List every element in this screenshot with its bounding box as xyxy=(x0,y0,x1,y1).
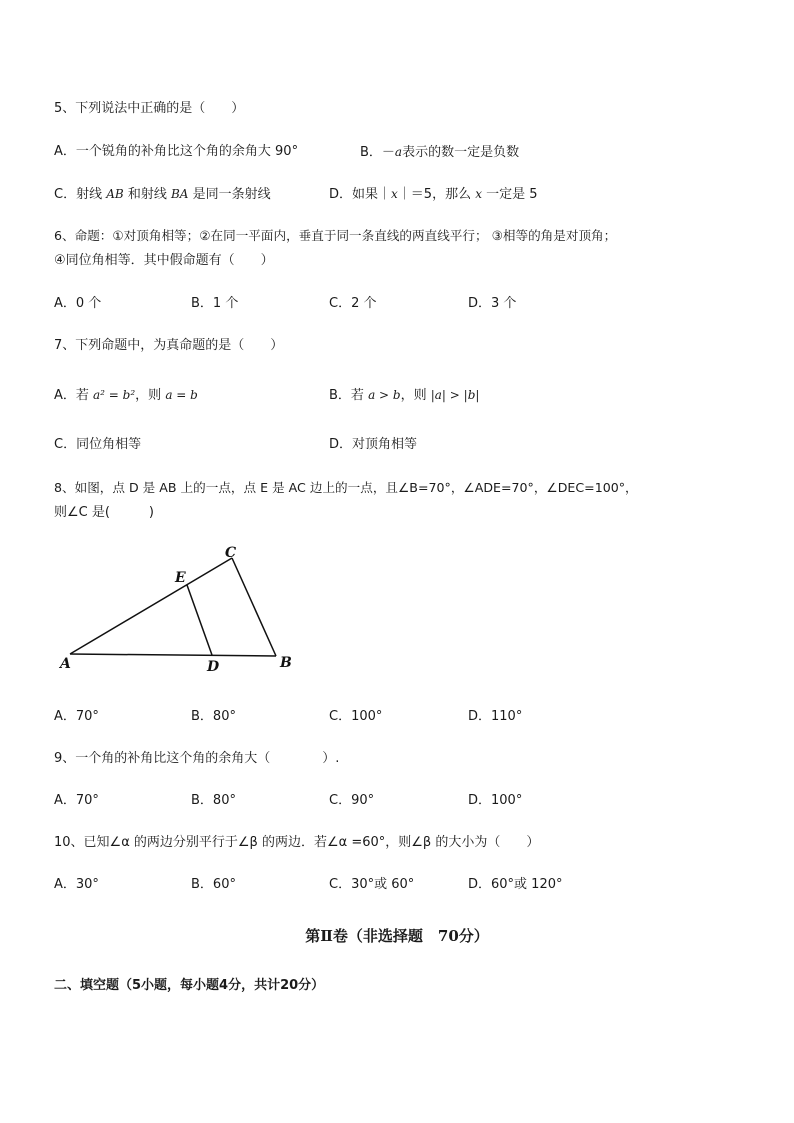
q6-option-b: B．1 个 xyxy=(191,296,239,311)
segment-cb xyxy=(232,558,276,656)
part-title: 二、填空题（5小题，每小题4分，共计20分） xyxy=(54,978,325,993)
q7-stem: 7、下列命题中，为真命题的是（ ） xyxy=(54,338,284,353)
q10-option-d: D．60°或 120° xyxy=(468,877,563,892)
segment-ac xyxy=(70,558,232,654)
q7-option-c: C．同位角相等 xyxy=(54,437,142,452)
q9-stem: 9、一个角的补角比这个角的余角大（ ）. xyxy=(54,751,340,766)
q10-option-a: A．30° xyxy=(54,877,99,892)
label-c: C xyxy=(225,545,237,561)
q6-stem-line2: ④同位角相等．其中假命题有（ ） xyxy=(54,253,274,268)
q10-option-b: B．60° xyxy=(191,877,236,892)
label-e: E xyxy=(175,570,186,586)
label-b: B xyxy=(280,655,292,671)
q7-option-b: B．若 a > b，则 |a| > |b| xyxy=(329,388,480,403)
q5-option-d: D．如果｜x｜＝5，那么 x 一定是 5 xyxy=(329,187,538,202)
q10-option-c: C．30°或 60° xyxy=(329,877,415,892)
triangle-figure xyxy=(50,540,310,680)
q8-option-a: A．70° xyxy=(54,709,99,724)
q10-stem: 10、已知∠α 的两边分别平行于∠β 的两边．若∠α =60°，则∠β 的大小为（ ） xyxy=(54,835,540,850)
q8-stem-line2: 则∠C 是( ) xyxy=(54,505,155,520)
q5-option-b: B．－a表示的数一定是负数 xyxy=(360,145,520,160)
q6-option-d: D．3 个 xyxy=(468,296,517,311)
q8-option-c: C．100° xyxy=(329,709,383,724)
q6-option-a: A．0 个 xyxy=(54,296,102,311)
q9-option-a: A．70° xyxy=(54,793,99,808)
label-a: A xyxy=(60,656,71,672)
q9-option-d: D．100° xyxy=(468,793,523,808)
q5-option-a: A．一个锐角的补角比这个角的余角大 90° xyxy=(54,144,299,159)
q8-option-d: D．110° xyxy=(468,709,523,724)
q7-option-a: A．若 a² = b²，则 a = b xyxy=(54,388,198,403)
segment-ab xyxy=(70,654,276,656)
section-title: 第Ⅱ卷（非选择题 70分） xyxy=(305,927,489,945)
q6-option-c: C．2 个 xyxy=(329,296,377,311)
q8-option-b: B．80° xyxy=(191,709,236,724)
q6-stem-line1: 6、命题：①对顶角相等；②在同一平面内，垂直于同一条直线的两直线平行； ③相等的角是对顶角； xyxy=(54,228,617,243)
segment-ed xyxy=(187,585,212,655)
label-d: D xyxy=(207,659,220,675)
q9-option-c: C．90° xyxy=(329,793,375,808)
q5-stem: 5、下列说法中正确的是（ ） xyxy=(54,101,245,116)
q9-option-b: B．80° xyxy=(191,793,236,808)
q5-option-c: C．射线 AB 和射线 BA 是同一条射线 xyxy=(54,187,271,202)
q8-stem-line1: 8、如图，点 D 是 AB 上的一点，点 E 是 AC 边上的一点，且∠B=70°，∠ADE=70°，∠DEC=100°， xyxy=(54,480,638,495)
q7-option-d: D．对顶角相等 xyxy=(329,437,418,452)
